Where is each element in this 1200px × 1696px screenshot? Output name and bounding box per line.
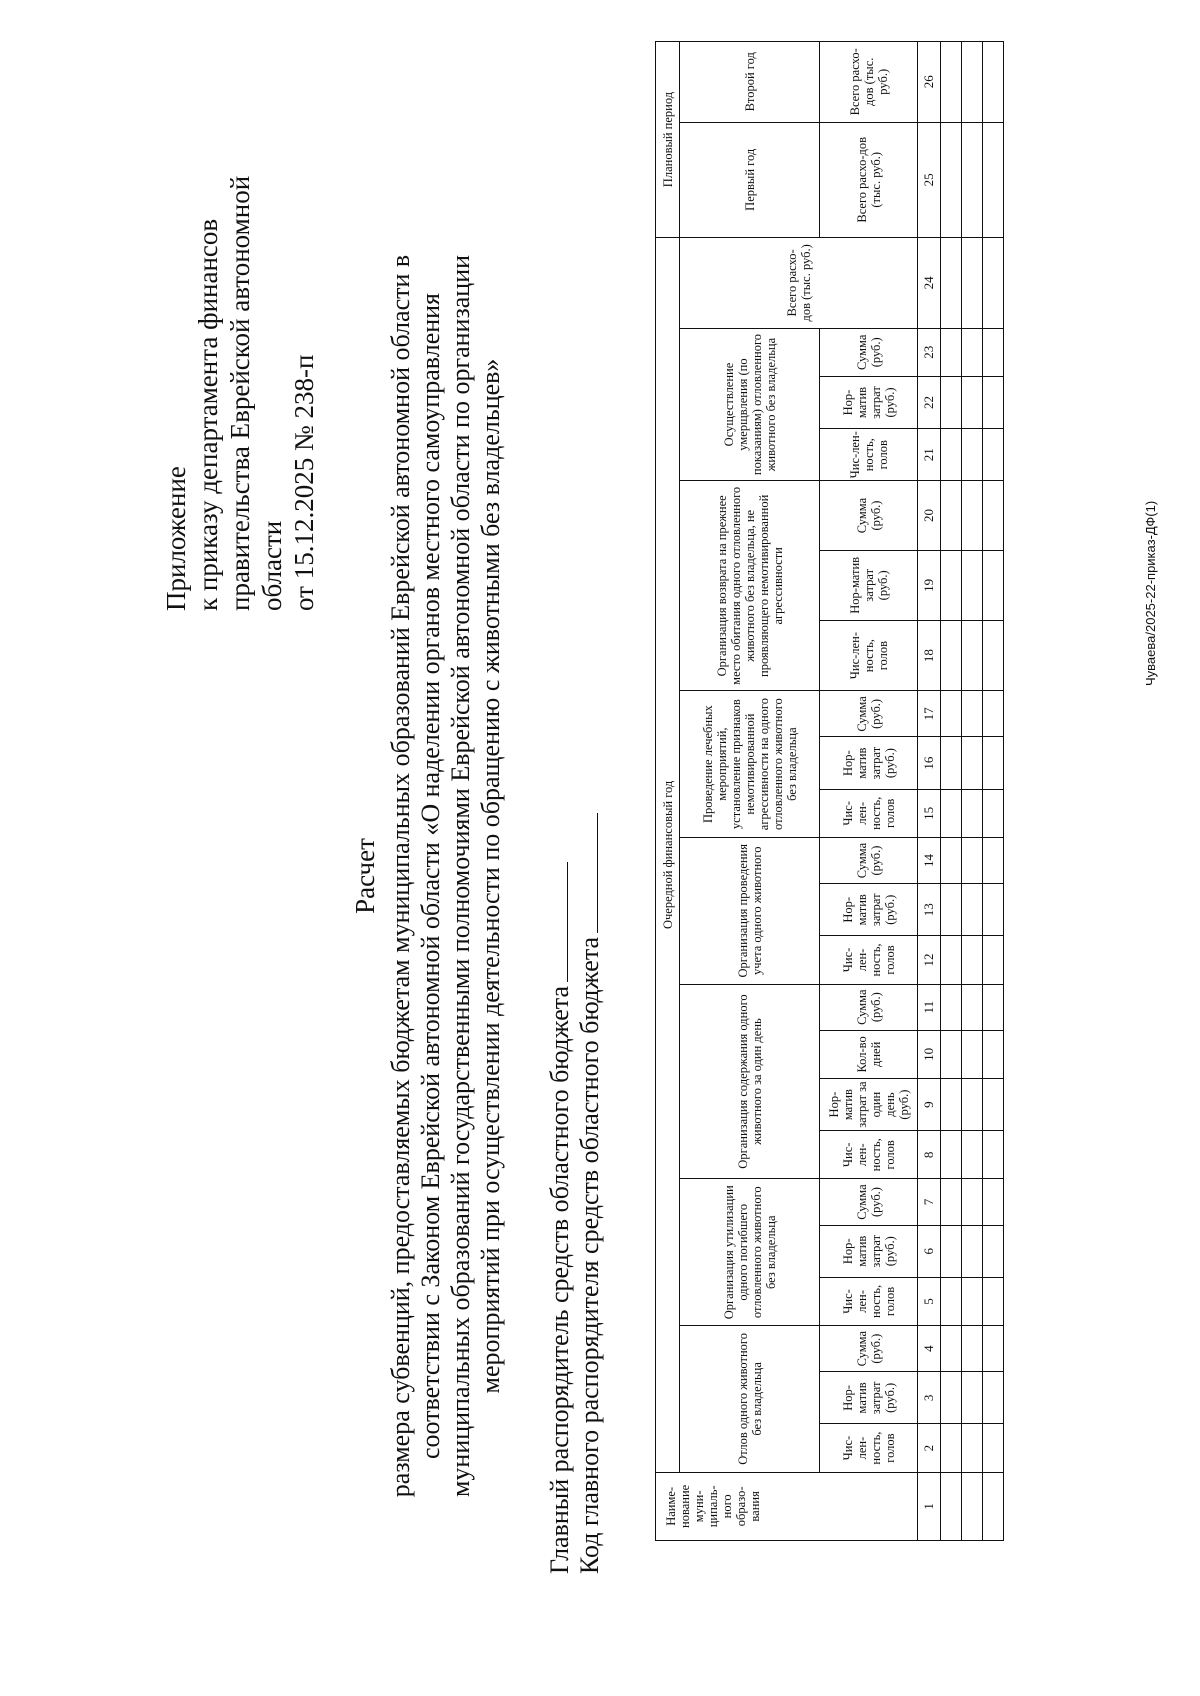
column-number-cell: 21 (918, 429, 941, 481)
table-cell[interactable] (941, 1472, 962, 1540)
table-cell[interactable] (941, 1131, 962, 1179)
column-number-cell: 1 (918, 1472, 941, 1540)
appendix-header (160, 31, 320, 611)
column-number-cell: 5 (918, 1277, 941, 1325)
table-cell[interactable] (983, 737, 1004, 789)
table-cell[interactable] (983, 328, 1004, 376)
table-cell[interactable] (941, 328, 962, 376)
table-cell[interactable] (962, 1030, 983, 1078)
column-number-cell: 7 (918, 1179, 941, 1225)
table-cell[interactable] (983, 429, 1004, 481)
subheader-sum: Сумма (руб.) (820, 837, 918, 883)
column-number-cell: 11 (918, 984, 941, 1030)
table-cell[interactable] (983, 1131, 1004, 1179)
table-cell[interactable] (983, 122, 1004, 238)
group-header-registration: Организация проведения учета одного животного (680, 837, 820, 984)
subheader-sum: Сумма (руб.) (820, 691, 918, 737)
title-line: мероприятий при осуществлении деятельности по обращению с животными без владельцев» (476, 358, 505, 1394)
subheader-count: Чис-лен-ность, голов (820, 1277, 918, 1325)
appendix-line: к приказу департамента финансов (193, 218, 223, 611)
table-row (941, 42, 962, 1541)
column-number-cell: 8 (918, 1131, 941, 1179)
column-number-cell: 15 (918, 789, 941, 837)
subheader-count: Чис-лен-ность, голов (820, 936, 918, 984)
table-cell[interactable] (962, 1179, 983, 1225)
table-cell[interactable] (941, 429, 962, 481)
table-cell[interactable] (962, 1472, 983, 1540)
document-title (350, 176, 506, 1576)
column-number-cell: 17 (918, 691, 941, 737)
group-header-return: Организация возврата на прежнее место обитания одного отловленного животного без владельца, не проявляющего немотивированной агрессивности (680, 481, 820, 691)
table-cell[interactable] (941, 936, 962, 984)
table-cell[interactable] (983, 1424, 1004, 1472)
table-cell[interactable] (983, 550, 1004, 620)
subheader-sum: Сумма (руб.) (820, 1179, 918, 1225)
table-cell[interactable] (941, 1326, 962, 1372)
table-cell[interactable] (962, 789, 983, 837)
column-number-cell: 16 (918, 737, 941, 789)
table-cell[interactable] (983, 789, 1004, 837)
table-cell[interactable] (983, 984, 1004, 1030)
table-cell[interactable] (983, 1078, 1004, 1130)
group-header-disposal: Организация утилизации одного погибшего отловленного животного без владельца (680, 1179, 820, 1326)
table-cell[interactable] (983, 42, 1004, 123)
column-number-cell: 20 (918, 481, 941, 550)
table-cell[interactable] (983, 1277, 1004, 1325)
table-cell[interactable] (983, 1225, 1004, 1277)
col-header-current-year: Очередной финансовый год (656, 238, 680, 1473)
group-header-capture: Отлов одного животного без владельца (680, 1326, 820, 1473)
table-cell[interactable] (983, 376, 1004, 428)
column-number-cell: 6 (918, 1225, 941, 1277)
group-header-keeping: Организация содержания одного животного за один день (680, 984, 820, 1179)
table-cell[interactable] (941, 1372, 962, 1424)
table-row (962, 42, 983, 1541)
table-cell[interactable] (962, 481, 983, 550)
table-cell[interactable] (983, 481, 1004, 550)
table-cell[interactable] (941, 238, 962, 329)
column-number-cell: 2 (918, 1424, 941, 1472)
column-number-row (918, 42, 941, 1541)
table-cell[interactable] (941, 1030, 962, 1078)
main-manager-code-blank[interactable] (577, 813, 598, 933)
table-cell[interactable] (962, 1326, 983, 1372)
main-manager-code-label: Код главного распорядителя средств областного бюджета (575, 936, 604, 1574)
column-number-cell: 25 (918, 122, 941, 238)
column-number-cell: 3 (918, 1372, 941, 1424)
table-cell[interactable] (962, 550, 983, 620)
column-number-cell: 13 (918, 884, 941, 936)
subheader-norm: Нор-матив затрат (руб.) (820, 884, 918, 936)
col-header-muni-name: Наиме-нование муни-ципаль-ного образо-вания (656, 1472, 918, 1540)
column-number-cell: 19 (918, 550, 941, 620)
table-cell[interactable] (983, 837, 1004, 883)
table-cell[interactable] (962, 691, 983, 737)
table-cell[interactable] (983, 884, 1004, 936)
subheader-norm: Нор-матив затрат (руб.) (820, 376, 918, 428)
table-cell[interactable] (941, 1424, 962, 1472)
table-cell[interactable] (941, 1179, 962, 1225)
table-cell[interactable] (983, 238, 1004, 329)
table-row (983, 42, 1004, 1541)
table-cell[interactable] (941, 1225, 962, 1277)
table-cell[interactable] (983, 1372, 1004, 1424)
table-cell[interactable] (983, 1472, 1004, 1540)
table-cell[interactable] (941, 837, 962, 883)
subheader-sum: Сумма (руб.) (820, 328, 918, 376)
table-cell[interactable] (983, 691, 1004, 737)
appendix-line: Приложение (161, 466, 191, 611)
table-cell[interactable] (962, 376, 983, 428)
column-number-cell: 26 (918, 42, 941, 123)
col-header-first-year: Первый год (680, 122, 820, 238)
subheader-total-second: Всего расхо-дов (тыс. руб.) (820, 42, 918, 123)
appendix-date-line: от 15.12.2025 № 238-п (289, 354, 319, 611)
subheader-norm: Нор-матив затрат (руб.) (820, 737, 918, 789)
table-cell[interactable] (962, 1372, 983, 1424)
table-cell[interactable] (962, 837, 983, 883)
table-cell[interactable] (941, 42, 962, 123)
calculation-table (655, 41, 1004, 1541)
main-manager-blank[interactable] (547, 862, 568, 982)
subheader-count: Чис-лен-ность, голов (820, 789, 918, 837)
table-cell[interactable] (941, 1277, 962, 1325)
subheader-total-first: Всего расхо-дов (тыс. руб.) (820, 122, 918, 238)
column-number-cell: 12 (918, 936, 941, 984)
column-number-cell: 23 (918, 328, 941, 376)
subheader-count: Чис-лен-ность, голов (820, 620, 918, 690)
table-cell[interactable] (983, 620, 1004, 690)
appendix-line: области (257, 520, 287, 611)
main-manager-label: Главный распорядитель средств областного бюджета (545, 985, 574, 1574)
table-cell[interactable] (941, 737, 962, 789)
table-cell[interactable] (941, 550, 962, 620)
table-cell[interactable] (941, 122, 962, 238)
table-cell[interactable] (962, 1277, 983, 1325)
table-cell[interactable] (962, 328, 983, 376)
title-line: муниципальных образований государственными полномочиями Еврейской автономной области по организации (446, 254, 475, 1498)
table-cell[interactable] (962, 884, 983, 936)
main-manager-code-field (575, 813, 605, 1574)
group-header-euthanasia: Осуществление умерщвления (по показаниям) отловленного животного без владельца (680, 328, 820, 481)
subheader-norm: Нор-матив затрат (руб.) (820, 1372, 918, 1424)
table-cell[interactable] (983, 1326, 1004, 1372)
table-cell[interactable] (962, 1225, 983, 1277)
column-number-cell: 18 (918, 620, 941, 690)
subheader-norm: Нор-матив затрат (руб.) (820, 550, 918, 620)
col-header-second-year: Второй год (680, 42, 820, 123)
table-cell[interactable] (941, 376, 962, 428)
table-cell[interactable] (962, 936, 983, 984)
subheader-norm: Нор-матив затрат (руб.) (820, 1225, 918, 1277)
appendix-line: правительства Еврейской автономной (225, 175, 255, 611)
subheader-count: Чис-лен-ность, голов (820, 429, 918, 481)
col-header-planned-period: Плановый период (656, 42, 680, 238)
table-cell[interactable] (962, 429, 983, 481)
main-manager-field (545, 862, 575, 1574)
table-cell[interactable] (962, 1424, 983, 1472)
table-cell[interactable] (962, 620, 983, 690)
table-cell[interactable] (941, 1078, 962, 1130)
table-cell[interactable] (962, 238, 983, 329)
title-line: соответствии с Законом Еврейской автономной области «О наделении органов местного самоуправления (416, 292, 445, 1460)
column-number-cell: 10 (918, 1030, 941, 1078)
table-cell[interactable] (941, 620, 962, 690)
document-footer-code: Чуваева/2025-22-приказ-ДФ(1) (1143, 500, 1158, 686)
subheader-count: Чис-лен-ность, голов (820, 1131, 918, 1179)
table-cell[interactable] (941, 481, 962, 550)
subheader-sum: Сумма (руб.) (820, 481, 918, 550)
table-cell[interactable] (983, 1179, 1004, 1225)
table-cell[interactable] (941, 884, 962, 936)
table-cell[interactable] (962, 42, 983, 123)
subheader-sum: Сумма (руб.) (820, 984, 918, 1030)
title-line: размера субвенций, предоставляемых бюджетам муниципальных образований Еврейской автономной области в (386, 254, 415, 1498)
table-cell[interactable] (941, 691, 962, 737)
column-number-cell: 24 (918, 238, 941, 329)
column-number-cell: 22 (918, 376, 941, 428)
column-number-cell: 14 (918, 837, 941, 883)
table-cell[interactable] (941, 789, 962, 837)
title-main: Расчет (350, 838, 380, 914)
column-number-cell: 9 (918, 1078, 941, 1130)
table-cell[interactable] (941, 984, 962, 1030)
table-cell[interactable] (962, 1078, 983, 1130)
table-cell[interactable] (983, 936, 1004, 984)
col-header-total-current: Всего расхо-дов (тыс. руб.) (680, 238, 918, 329)
subheader-days: Кол-во дней (820, 1030, 918, 1078)
table-cell[interactable] (962, 737, 983, 789)
subheader-count: Чис-лен-ность, голов (820, 1424, 918, 1472)
subheader-norm-day: Нор-матив затрат за один день (руб.) (820, 1078, 918, 1130)
table-cell[interactable] (983, 1030, 1004, 1078)
group-header-treatment: Проведение лечебных мероприятий, установление признаков немотивированной агрессивности на одного отловленного животного без владельца (680, 691, 820, 838)
table-cell[interactable] (962, 1131, 983, 1179)
table-cell[interactable] (962, 122, 983, 238)
subheader-sum: Сумма (руб.) (820, 1326, 918, 1372)
column-number-cell: 4 (918, 1326, 941, 1372)
table-cell[interactable] (962, 984, 983, 1030)
